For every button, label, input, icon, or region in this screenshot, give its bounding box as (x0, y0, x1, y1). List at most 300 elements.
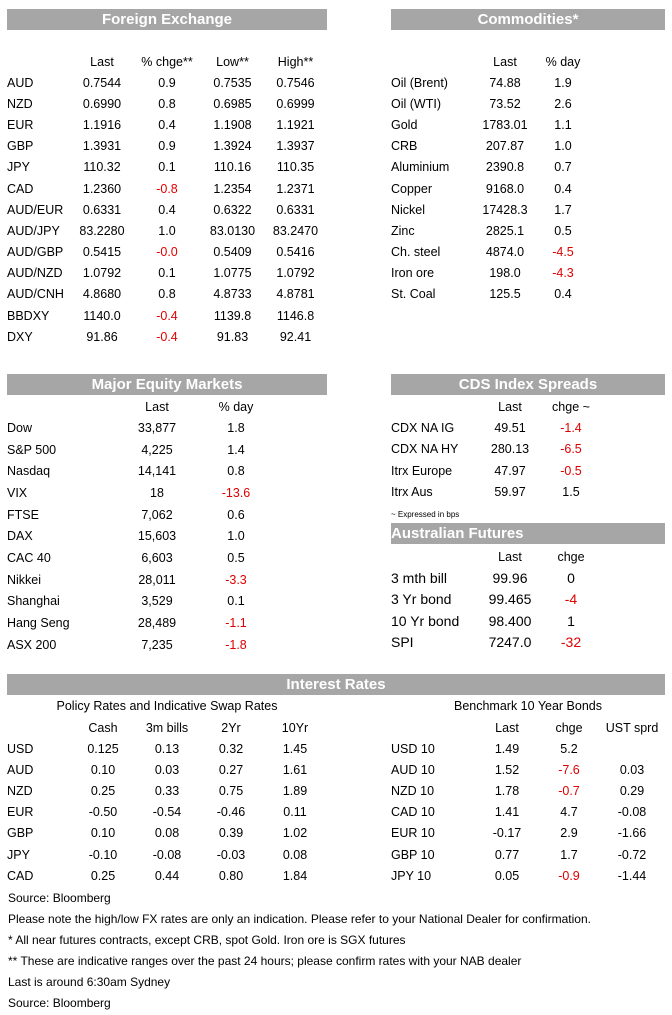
fx-cell: 0.8 (158, 287, 176, 302)
fx-row (7, 220, 327, 241)
fx-col-chge: % chge** (141, 55, 193, 69)
commodity-cell: 2825.1 (485, 223, 525, 238)
bond-cell: 0.03 (619, 762, 645, 777)
fx-cell: 0.5415 (82, 245, 122, 260)
commodities-col-day: % day (545, 55, 581, 69)
bond-cell: -0.08 (617, 805, 647, 820)
fx-cell: 4.8733 (213, 287, 252, 302)
fx-cell: 4.8680 (82, 287, 122, 302)
fx-col-low: Low** (216, 55, 249, 69)
policy-col-10yr: 10Yr (281, 721, 309, 735)
equity-row (7, 612, 265, 634)
bond-label: EUR 10 (391, 826, 435, 841)
policy-cell: 0.25 (90, 868, 116, 883)
bond-row (391, 865, 665, 886)
futures-cell: 99.465 (488, 591, 532, 608)
note-ranges: ** These are indicative ranges over the past 24 hours; please confirm rates with your NAB dealer (8, 954, 522, 968)
cds-label: CDX NA HY (391, 442, 459, 457)
fx-section (7, 52, 327, 347)
commodities-header: Commodities* (391, 9, 665, 30)
fx-row (7, 72, 327, 93)
equity-row (7, 482, 265, 504)
fx-cell: 110.16 (213, 160, 252, 175)
cds-cell: 49.51 (494, 420, 526, 435)
fx-cell: 91.83 (216, 329, 249, 344)
commodities-rows (391, 72, 591, 305)
commodity-label: Copper (391, 181, 432, 196)
bond-row (391, 823, 665, 844)
policy-cell: 1.89 (282, 783, 308, 798)
equity-cell: 15,603 (137, 529, 177, 544)
fx-cell: 1.0775 (213, 266, 252, 281)
fx-cell: 83.2280 (79, 223, 125, 238)
fx-header: Foreign Exchange (7, 9, 327, 30)
commodity-cell: 74.88 (489, 75, 521, 90)
policy-col-2yr: 2Yr (221, 721, 241, 735)
cds-label: CDX NA IG (391, 420, 455, 435)
bond-cell: -1.44 (617, 868, 647, 883)
bonds-subtitle: Benchmark 10 Year Bonds (453, 699, 603, 713)
bond-row (391, 759, 665, 780)
commodity-row (391, 284, 591, 305)
rates-header: Interest Rates (7, 674, 665, 695)
commodity-row (391, 178, 591, 199)
cds-row (391, 439, 601, 461)
cds-cell: -6.5 (560, 442, 582, 457)
futures-row (391, 567, 601, 589)
commodity-label: Oil (WTI) (391, 96, 441, 111)
equity-label: CAC 40 (7, 550, 51, 565)
policy-row (7, 844, 327, 865)
fx-cell: 110.35 (276, 160, 315, 175)
equity-row (7, 591, 265, 613)
cds-row (391, 417, 601, 439)
fx-cell: 1.2360 (82, 181, 122, 196)
bond-cell: -0.72 (617, 847, 647, 862)
fx-cell: 1146.8 (276, 308, 315, 323)
fx-cell: 1140.0 (83, 308, 121, 323)
equity-table (7, 397, 265, 656)
equity-cell: -1.1 (225, 616, 247, 631)
policy-row (7, 823, 327, 844)
policy-cell: -0.08 (152, 847, 182, 862)
fx-label: EUR (7, 117, 34, 132)
futures-cell: 0 (567, 569, 575, 586)
cds-row (391, 482, 601, 504)
fx-row (7, 199, 327, 220)
equity-label: Dow (7, 420, 33, 435)
fx-label: AUD/JPY (7, 223, 60, 238)
fx-label: CAD (7, 181, 34, 196)
futures-label: 3 mth bill (391, 569, 448, 586)
bond-cell: 2.9 (560, 826, 578, 841)
fx-row (7, 242, 327, 263)
note-source-1: Source: Bloomberg (8, 891, 111, 905)
equity-cell: 28,011 (138, 572, 176, 587)
fx-cell: 0.6990 (82, 96, 122, 111)
policy-cell: -0.03 (216, 847, 246, 862)
fx-cell: 0.8 (158, 96, 176, 111)
equity-row (7, 547, 265, 569)
bond-cell: -0.17 (492, 826, 522, 841)
fx-label: AUD/GBP (7, 245, 64, 260)
fx-cell: -0.4 (156, 308, 178, 323)
fx-label: BBDXY (7, 308, 50, 323)
commodity-cell: 73.52 (489, 96, 521, 111)
cds-section (391, 397, 601, 503)
bond-cell: 1.78 (494, 783, 520, 798)
fx-cell: 0.5409 (213, 245, 252, 260)
futures-header: Australian Futures (391, 523, 665, 544)
policy-row (7, 759, 327, 780)
policy-cell: 0.32 (218, 741, 244, 756)
bond-cell: 0.29 (619, 783, 645, 798)
fx-cell: 0.1 (158, 160, 176, 175)
commodity-cell: 2390.8 (485, 160, 525, 175)
equity-label: Shanghai (7, 594, 60, 609)
fx-cell: 110.32 (83, 160, 121, 175)
bond-cell: 4.7 (560, 805, 578, 820)
equity-col-last: Last (145, 400, 169, 414)
equity-label: DAX (7, 529, 33, 544)
fx-row (7, 326, 327, 347)
policy-cell: 0.11 (283, 805, 307, 820)
futures-cell: 1 (567, 612, 575, 629)
commodity-cell: 1.1 (554, 117, 572, 132)
fx-cell: 0.7544 (82, 75, 122, 90)
equity-label: Nikkei (7, 572, 42, 587)
note-futures: * All near futures contracts, except CRB, spot Gold. Iron ore is SGX futures (8, 933, 406, 947)
futures-cell: 7247.0 (488, 634, 532, 651)
fx-row (7, 263, 327, 284)
equity-cell: 1.4 (227, 442, 245, 457)
bond-row (391, 802, 665, 823)
fx-table (7, 52, 327, 347)
fx-cell: 0.4 (158, 202, 176, 217)
policy-cell: -0.50 (88, 805, 118, 820)
fx-label: GBP (7, 139, 34, 154)
equity-cell: 6,603 (141, 550, 173, 565)
bond-label: USD 10 (391, 741, 435, 756)
commodity-cell: 0.5 (554, 223, 572, 238)
futures-row (391, 632, 601, 654)
policy-section (7, 718, 327, 886)
equity-cell: -1.8 (225, 637, 247, 652)
fx-label: AUD/EUR (7, 202, 64, 217)
equity-label: S&P 500 (7, 442, 57, 457)
policy-label: USD (7, 741, 34, 756)
commodity-label: Ch. steel (391, 245, 441, 260)
bond-row (391, 780, 665, 801)
commodity-cell: 1.0 (554, 139, 572, 154)
equity-rows (7, 417, 265, 656)
fx-cell: 91.86 (86, 329, 118, 344)
note-time: Last is around 6:30am Sydney (8, 975, 171, 989)
commodity-row (391, 114, 591, 135)
equity-header: Major Equity Markets (7, 374, 327, 395)
cds-cell: 59.97 (494, 485, 526, 500)
equity-cell: 3,529 (141, 594, 173, 609)
equity-cell: 0.5 (227, 550, 245, 565)
fx-cell: 83.2470 (272, 223, 319, 238)
futures-cell: 98.400 (488, 612, 532, 629)
bonds-table (391, 718, 665, 886)
equity-cell: 7,062 (141, 507, 173, 522)
equity-cell: 0.8 (227, 464, 245, 479)
fx-cell: 0.9 (158, 75, 176, 90)
policy-label: EUR (7, 805, 34, 820)
commodity-cell: 4874.0 (485, 245, 525, 260)
commodity-cell: -4.5 (552, 245, 574, 260)
fx-cell: 0.6331 (82, 202, 122, 217)
policy-row (7, 802, 327, 823)
fx-cell: 0.6331 (276, 202, 315, 217)
bonds-section (391, 718, 665, 886)
commodity-row (391, 263, 591, 284)
fx-cell: 1.1916 (82, 117, 122, 132)
commodity-label: Iron ore (391, 266, 435, 281)
fx-cell: -0.0 (156, 245, 178, 260)
bond-cell: 0.05 (494, 868, 520, 883)
equity-col-day: % day (218, 400, 254, 414)
bond-cell: 1.7 (560, 847, 578, 862)
commodity-label: Aluminium (391, 160, 450, 175)
cds-cell: 47.97 (494, 463, 526, 478)
bond-cell: 1.52 (494, 762, 520, 777)
futures-col-name (391, 547, 479, 567)
fx-cell: 0.6999 (276, 96, 315, 111)
fx-row (7, 93, 327, 114)
equity-label: FTSE (7, 507, 39, 522)
commodity-label: CRB (391, 139, 418, 154)
policy-cell: 0.03 (154, 762, 180, 777)
futures-label: SPI (391, 634, 414, 651)
fx-row (7, 284, 327, 305)
cds-rows (391, 417, 601, 503)
equity-label: VIX (7, 485, 28, 500)
policy-col-3m: 3m bills (145, 721, 189, 735)
equity-row (7, 634, 265, 656)
equity-cell: -3.3 (225, 572, 247, 587)
commodity-label: St. Coal (391, 287, 436, 302)
commodity-cell: 1783.01 (482, 117, 528, 132)
fx-cell: 0.4 (158, 117, 176, 132)
equity-cell: 18 (150, 485, 164, 500)
commodity-label: Oil (Brent) (391, 75, 448, 90)
policy-label: CAD (7, 868, 34, 883)
policy-row (7, 738, 327, 759)
policy-col-name (7, 718, 71, 738)
policy-label: NZD (7, 783, 33, 798)
fx-cell: 1.3937 (276, 139, 315, 154)
bond-label: NZD 10 (391, 783, 435, 798)
cds-cell: 280.13 (490, 442, 530, 457)
policy-cell: 0.39 (218, 826, 244, 841)
fx-row (7, 136, 327, 157)
commodities-col-name (391, 52, 475, 72)
bonds-col-last: Last (495, 721, 519, 735)
fx-rows (7, 72, 327, 347)
commodity-label: Zinc (391, 223, 415, 238)
fx-label: AUD/NZD (7, 266, 63, 281)
futures-cell: 99.96 (492, 569, 528, 586)
fx-cell: 1.0792 (276, 266, 315, 281)
commodity-row (391, 242, 591, 263)
bond-label: GBP 10 (391, 847, 435, 862)
futures-table (391, 547, 601, 653)
commodity-row (391, 93, 591, 114)
equity-row (7, 460, 265, 482)
cds-col-last: Last (498, 400, 522, 414)
fx-cell: 0.5416 (276, 245, 315, 260)
equity-cell: 0.1 (227, 594, 245, 609)
futures-row (391, 589, 601, 611)
equity-cell: 0.6 (227, 507, 245, 522)
fx-cell: 1139.8 (213, 308, 252, 323)
commodity-cell: 1.9 (554, 75, 572, 90)
policy-cell: -0.10 (88, 847, 118, 862)
policy-table (7, 718, 327, 886)
futures-rows (391, 567, 601, 653)
policy-cell: 1.61 (282, 762, 308, 777)
bond-cell: -0.7 (558, 783, 580, 798)
cds-row (391, 460, 601, 482)
policy-rows (7, 738, 327, 886)
fx-cell: 0.7546 (276, 75, 315, 90)
fx-cell: 1.2354 (213, 181, 252, 196)
policy-cell: 1.02 (282, 826, 308, 841)
fx-label: AUD (7, 75, 34, 90)
policy-cell: 1.45 (282, 741, 308, 756)
policy-cell: 0.08 (282, 847, 308, 862)
equity-label: Nasdaq (7, 464, 51, 479)
policy-cell: 1.84 (282, 868, 308, 883)
commodities-section (391, 52, 591, 305)
fx-label: DXY (7, 329, 33, 344)
policy-row (7, 865, 327, 886)
equity-cell: 28,489 (137, 616, 177, 631)
fx-cell: 1.0792 (82, 266, 122, 281)
policy-cell: 0.10 (90, 762, 116, 777)
policy-label: JPY (7, 847, 30, 862)
fx-cell: -0.8 (156, 181, 178, 196)
fx-cell: 1.2371 (276, 181, 315, 196)
commodity-row (391, 136, 591, 157)
fx-cell: 0.6985 (213, 96, 252, 111)
equity-cell: 1.8 (227, 420, 245, 435)
commodity-cell: 0.4 (554, 287, 572, 302)
futures-label: 3 Yr bond (391, 591, 452, 608)
fx-cell: 0.7535 (213, 75, 252, 90)
commodity-cell: 0.4 (554, 181, 572, 196)
policy-cell: 0.80 (218, 868, 244, 883)
bonds-rows (391, 738, 665, 886)
bond-cell: 1.49 (494, 741, 520, 756)
policy-cell: 0.27 (218, 762, 244, 777)
commodity-cell: 207.87 (485, 139, 525, 154)
bonds-col-ust: UST sprd (605, 721, 659, 735)
futures-section (391, 547, 601, 653)
bond-cell: 1.41 (494, 805, 520, 820)
bond-label: AUD 10 (391, 762, 435, 777)
commodity-cell: -4.3 (552, 266, 574, 281)
bond-label: CAD 10 (391, 805, 435, 820)
cds-cell: -0.5 (560, 463, 582, 478)
commodities-col-last: Last (493, 55, 517, 69)
futures-cell: -32 (560, 634, 582, 651)
equity-col-name (7, 397, 107, 417)
commodities-table (391, 52, 591, 305)
cds-col-chge: chge ~ (552, 400, 590, 414)
note-source-2: Source: Bloomberg (8, 996, 111, 1010)
bond-label: JPY 10 (391, 868, 432, 883)
commodity-cell: 0.7 (554, 160, 572, 175)
commodity-cell: 9168.0 (485, 181, 525, 196)
commodity-cell: 17428.3 (482, 202, 528, 217)
commodity-label: Gold (391, 117, 418, 132)
bond-row (391, 738, 665, 759)
fx-row (7, 178, 327, 199)
policy-row (7, 780, 327, 801)
bond-cell: -7.6 (558, 762, 580, 777)
fx-cell: 0.1 (158, 266, 176, 281)
equity-row (7, 569, 265, 591)
equity-section (7, 397, 265, 656)
policy-label: GBP (7, 826, 34, 841)
policy-cell: 0.75 (218, 783, 244, 798)
fx-col-high: High** (277, 55, 314, 69)
equity-cell: -13.6 (221, 485, 251, 500)
fx-cell: 4.8781 (276, 287, 315, 302)
fx-label: JPY (7, 160, 30, 175)
policy-cell: 0.10 (90, 826, 116, 841)
equity-label: Hang Seng (7, 616, 70, 631)
bond-cell (599, 738, 665, 759)
policy-cell: -0.54 (152, 805, 182, 820)
fx-cell: 0.6322 (213, 202, 252, 217)
policy-cell: 0.125 (87, 741, 119, 756)
cds-cell: -1.4 (560, 420, 582, 435)
equity-cell: 1.0 (227, 529, 245, 544)
cds-label: Itrx Aus (391, 485, 433, 500)
bond-cell: -0.9 (558, 868, 580, 883)
fx-cell: 83.0130 (209, 223, 256, 238)
commodity-row (391, 220, 591, 241)
commodity-label: Nickel (391, 202, 426, 217)
commodity-cell: 198.0 (489, 266, 521, 281)
cds-header: CDS Index Spreads (391, 374, 665, 395)
equity-label: ASX 200 (7, 637, 57, 652)
commodity-cell: 125.5 (489, 287, 521, 302)
fx-cell: 92.41 (279, 329, 312, 344)
futures-col-last: Last (498, 550, 522, 564)
fx-col-name (7, 52, 71, 72)
equity-cell: 33,877 (137, 420, 177, 435)
cds-label: Itrx Europe (391, 463, 453, 478)
policy-cell: 0.08 (154, 826, 180, 841)
futures-cell: -4 (564, 591, 578, 608)
commodity-row (391, 72, 591, 93)
cds-col-name (391, 397, 479, 417)
fx-col-last: Last (90, 55, 114, 69)
note-fx-disclaimer: Please note the high/low FX rates are only an indication. Please refer to your National Dealer for confirmation. (8, 912, 591, 926)
equity-cell: 4,225 (141, 442, 173, 457)
futures-label: 10 Yr bond (391, 612, 460, 629)
equity-row (7, 417, 265, 439)
fx-cell: 0.9 (158, 139, 176, 154)
commodity-cell: 2.6 (554, 96, 572, 111)
futures-row (391, 610, 601, 632)
